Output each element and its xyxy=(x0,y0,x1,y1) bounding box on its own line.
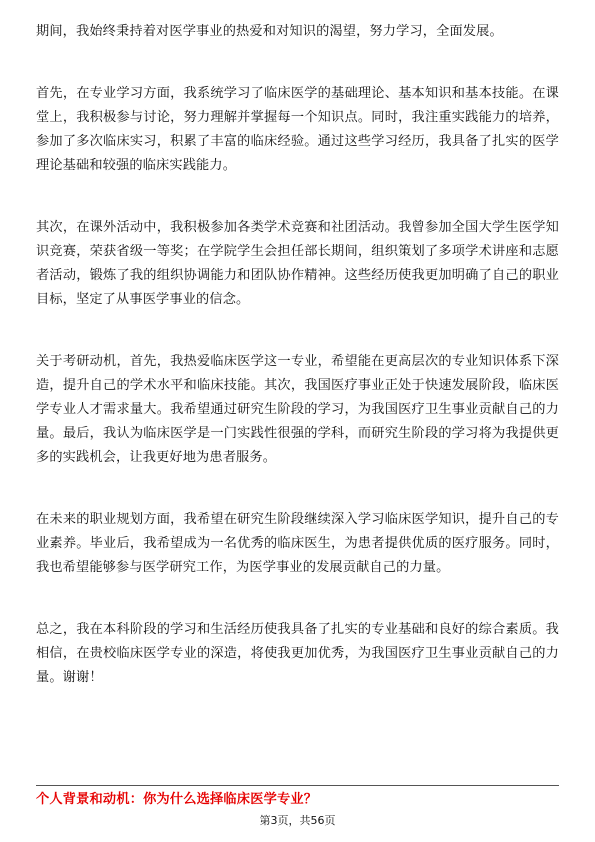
paragraph-study-period: 期间，我始终秉持着对医学事业的热爱和对知识的渴望，努力学习，全面发展。 xyxy=(36,24,503,39)
paragraph-motivation: 关于考研动机，首先，我热爱临床医学这一专业，希望能在更高层次的专业知识体系下深造，提升自己的学术水平和临床技能。其次，我国医疗事业正处于快速发展阶段，临床医学专业人才需求量大。我希望通过研究生阶段的学习，为我国医疗卫生事业贡献自己的力量。最后，我认为临床医学是一门实践性很强的学科，而研究生阶段的学习将为我提供更多的实践机会，让我更好地为患者服务。 xyxy=(36,354,559,465)
paragraph-gap xyxy=(36,178,559,216)
paragraph-gap xyxy=(36,312,559,350)
paragraph-extracurricular: 其次，在课外活动中，我积极参加各类学术竞赛和社团活动。我曾参加全国大学生医学知识竞赛，荣获省级一等奖；在学院学生会担任部长期间，组织策划了多项学术讲座和志愿者活动，锻炼了我的组织协调能力和团队协作精神。这些经历使我更加明确了自己的职业目标，坚定了从事医学事业的信念。 xyxy=(36,220,559,307)
answer-body xyxy=(36,20,559,690)
paragraph-gap xyxy=(36,580,559,618)
page-number: 第3页，共56页 xyxy=(259,814,336,827)
paragraph-professional-study: 首先，在专业学习方面，我系统学习了临床医学的基础理论、基本知识和基本技能。在课堂上，我积极参与讨论，努力理解并掌握每一个知识点。同时，我注重实践能力的培养，参加了多次临床实习，积累了丰富的临床经验。通过这些学习经历，我具备了扎实的医学理论基础和较强的临床实践能力。 xyxy=(36,86,559,173)
paragraph-conclusion: 总之，我在本科阶段的学习和生活经历使我具备了扎实的专业基础和良好的综合素质。我相信，在贵校临床医学专业的深造，将使我更加优秀，为我国医疗卫生事业贡献自己的力量。谢谢！ xyxy=(36,622,559,685)
paragraph-career-plan: 在未来的职业规划方面，我希望在研究生阶段继续深入学习临床医学知识，提升自己的专业素养。毕业后，我希望成为一名优秀的临床医生，为患者提供优质的医疗服务。同时，我也希望能够参与医学研究工作，为医学事业的发展贡献自己的力量。 xyxy=(36,512,559,575)
next-question-heading: 个人背景和动机：你为什么选择临床医学专业？ xyxy=(36,792,318,807)
paragraph-gap xyxy=(36,44,559,82)
paragraph-gap xyxy=(36,470,559,508)
section-divider xyxy=(36,785,559,786)
